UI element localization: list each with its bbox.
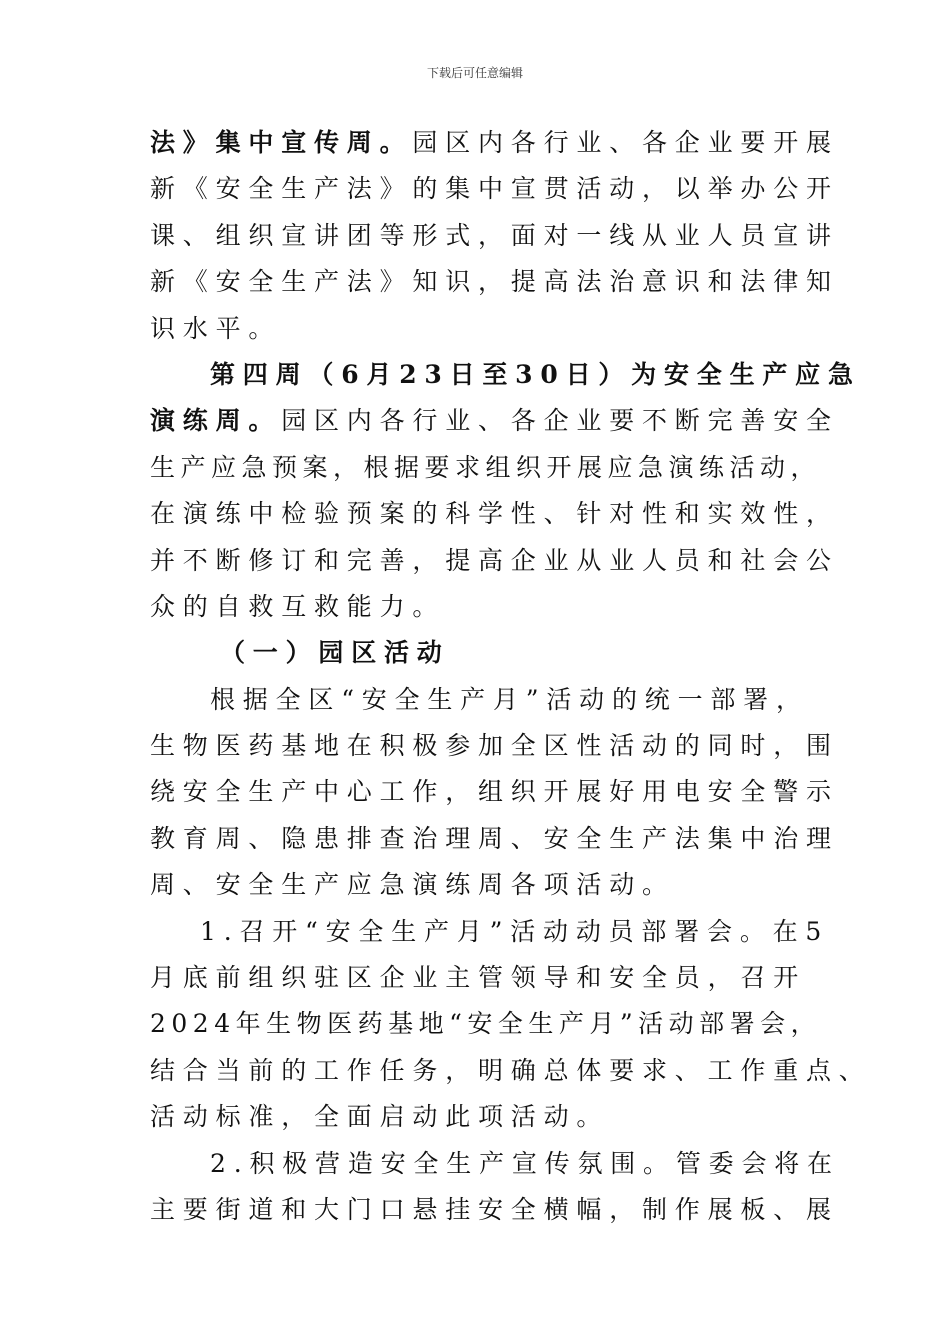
line-text: 教育周、隐患排查治理周、安全生产法集中治理 xyxy=(150,823,839,853)
bold-heading: 法》集中宣传周。 xyxy=(150,128,413,157)
page-header-note: 下载后可任意编辑 xyxy=(426,66,523,80)
line-text: 园区内各行业、各企业要不断完善安全 xyxy=(281,406,839,436)
section-heading-week4 xyxy=(150,352,861,398)
line-text: 主要街道和大门口悬挂安全横幅，制作展板、展 xyxy=(150,1194,839,1224)
line-text: 绕安全生产中心工作，组织开展好用电安全警示 xyxy=(150,777,839,807)
text-line xyxy=(150,166,839,212)
line-text: 在演练中检验预案的科学性、针对性和实效性， xyxy=(150,499,839,529)
line-text: 生产应急预案，根据要求组织开展应急演练活动， xyxy=(150,452,822,482)
section-heading-park-activities xyxy=(150,630,810,676)
line-text: 课、组织宣讲团等形式，面对一线从业人员宣讲 xyxy=(150,220,839,250)
line-text: 生物医药基地在积极参加全区性活动的同时，围 xyxy=(150,731,839,761)
text-line xyxy=(150,769,839,815)
text-line xyxy=(150,259,839,305)
document-body xyxy=(150,120,872,1233)
bold-heading: 演练周。 xyxy=(150,406,282,436)
line-text: 1.召开“安全生产月”活动动员部署会。在5 xyxy=(200,916,830,946)
text-line xyxy=(150,955,810,1001)
line-text: 结合当前的工作任务，明确总体要求、工作重点、 xyxy=(150,1055,872,1085)
line-text: 周、安全生产应急演练周各项活动。 xyxy=(150,870,675,900)
text-line xyxy=(150,1001,822,1047)
text-line xyxy=(150,723,839,769)
text-line xyxy=(150,1141,840,1187)
text-line xyxy=(150,677,810,723)
bold-heading: 第四周（6月23日至30日）为安全生产应急 xyxy=(210,359,861,389)
bold-heading: （一）园区活动 xyxy=(220,638,450,668)
text-line xyxy=(150,1094,810,1140)
line-text: 月底前组织驻区企业主管领导和安全员，召开 xyxy=(150,963,807,993)
text-line xyxy=(150,816,839,862)
text-line xyxy=(150,445,822,491)
text-line xyxy=(150,909,830,955)
line-text: 活动标准，全面启动此项活动。 xyxy=(150,1102,610,1132)
text-line xyxy=(150,538,839,584)
line-text: 新《安全生产法》知识，提高法治意识和法律知 xyxy=(150,267,839,297)
line-text: 识水平。 xyxy=(150,313,282,343)
text-line xyxy=(150,1048,872,1094)
line-text: 新《安全生产法》的集中宣贯活动，以举办公开 xyxy=(150,174,839,204)
line-text: 2.积极营造安全生产宣传氛围。管委会将在 xyxy=(210,1148,840,1178)
text-line xyxy=(150,306,810,352)
text-line xyxy=(150,1187,839,1233)
text-line xyxy=(150,491,839,537)
line-text: 众的自救互救能力。 xyxy=(150,591,446,621)
text-line xyxy=(150,213,839,259)
text-line xyxy=(150,398,839,444)
text-line xyxy=(150,120,839,166)
line-text: 2024年生物医药基地“安全生产月”活动部署会， xyxy=(150,1009,822,1039)
line-text: 根据全区“安全生产月”活动的统一部署， xyxy=(210,684,809,714)
text-line xyxy=(150,862,810,908)
line-text: 并不断修订和完善，提高企业从业人员和社会公 xyxy=(150,545,839,575)
line-text: 园区内各行业、各企业要开展 xyxy=(412,128,839,157)
text-line xyxy=(150,584,810,630)
